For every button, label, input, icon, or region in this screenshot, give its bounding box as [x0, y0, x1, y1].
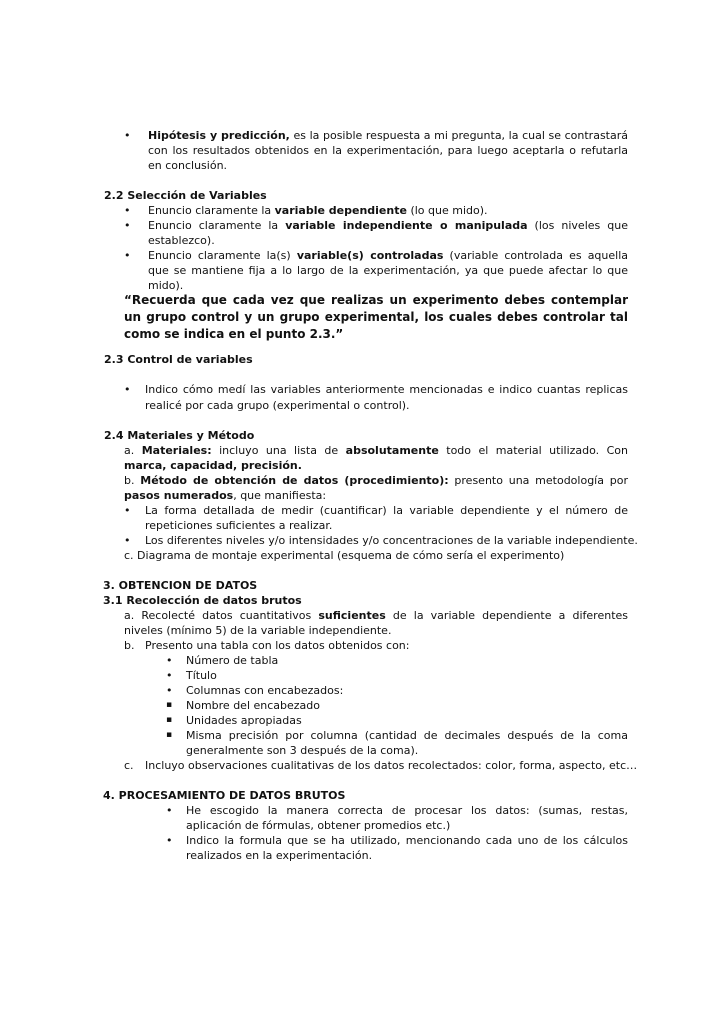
s3-item-b-label: b.: [124, 639, 135, 652]
bullet-icon: •: [124, 219, 131, 232]
s24-b-item-1: La forma detallada de medir (cuantificar) la variable dependiente y el número de repeticiones suficientes a realizar.: [145, 504, 628, 532]
s3-sublist-item: Nombre del encabezado: [186, 699, 321, 712]
s3-a-pre: a. Recolecté datos cuantitativos: [124, 609, 319, 622]
s24-a-bold: Materiales:: [141, 444, 212, 457]
s22-item-2: [148, 218, 628, 248]
s24-item-c: c. Diagrama de montaje experimental (esquema de cómo sería el experimento): [124, 549, 565, 562]
s24-b-bold: Método de obtención de datos (procedimiento):: [140, 474, 449, 487]
section-heading-3-1: 3.1 Recolección de datos brutos: [103, 594, 302, 607]
s4-item-1: He escogido la manera correcta de procesar los datos: (sumas, restas, aplicación de fórmulas, obtener promedios etc.): [186, 804, 628, 832]
bullet-icon: •: [124, 504, 131, 517]
s24-a-bold-2: absolutamente: [345, 444, 439, 457]
bullet-icon: •: [166, 684, 173, 697]
s3-item-c-text: Incluyo observaciones cualitativas de los datos recolectados: color, forma, aspecto, etc…: [145, 759, 638, 772]
s22-item-3: [148, 248, 628, 293]
square-bullet-icon: ▪: [166, 700, 173, 710]
s24-item-a: [124, 443, 628, 473]
s3-sublist-item: Misma precisión por columna (cantidad de decimales después de la coma generalmente son 3 después de la coma).: [186, 729, 628, 757]
section-heading-2-3: 2.3 Control de variables: [104, 353, 253, 366]
s3-item-c-label: c.: [124, 759, 134, 772]
s22-i1-pre: Enuncio claramente la: [148, 204, 275, 217]
s22-i2-pre: Enuncio claramente la: [148, 219, 286, 232]
s22-i3-post: (variable controlada es aquella que se mantiene fija a lo largo de la experimentación, ya que puede afectar lo que mido).: [148, 249, 629, 292]
square-bullet-icon: ▪: [166, 730, 173, 740]
bullet-icon: •: [124, 383, 131, 396]
s22-i2-post: (los niveles que establezco).: [148, 219, 628, 247]
hypothesis-text: es la posible respuesta a mi pregunta, la cual se contrastará con los resultados obtenidos en la experimentación, para luego aceptarla o refutarla en conclusión.: [148, 129, 628, 172]
section-heading-2-4: 2.4 Materiales y Método: [104, 429, 255, 442]
bullet-icon: •: [124, 204, 131, 217]
s22-i2-bold: variable independiente o manipulada: [285, 219, 528, 232]
hypothesis-item: [148, 128, 628, 173]
s3-list-item: Número de tabla: [186, 654, 279, 667]
s3-a-post: de la variable dependiente a diferentes niveles (mínimo 5) de la variable independiente.: [124, 609, 628, 637]
bullet-icon: •: [166, 654, 173, 667]
bullet-icon: •: [124, 534, 131, 547]
s24-b-mid: presento una metodología por: [448, 474, 628, 487]
bullet-icon: •: [124, 129, 131, 142]
s3-a-bold: suficientes: [318, 609, 386, 622]
s22-i3-bold: variable(s) controladas: [296, 249, 444, 262]
s24-a-mid: incluyo una lista de: [211, 444, 346, 457]
hypothesis-term: Hipótesis y predicción,: [148, 129, 290, 142]
bullet-icon: •: [166, 669, 173, 682]
bullet-icon: •: [166, 804, 173, 817]
s24-a-bold-3: marca, capacidad, precisión.: [124, 459, 302, 472]
s22-i3-pre: Enuncio claramente la(s): [148, 249, 297, 262]
s22-item-1: [148, 203, 628, 218]
s24-a-pre: a.: [124, 444, 142, 457]
section-heading-4: 4. PROCESAMIENTO DE DATOS BRUTOS: [103, 789, 346, 802]
section-heading-3: 3. OBTENCION DE DATOS: [103, 579, 258, 592]
s24-b-item-2: Los diferentes niveles y/o intensidades y/o concentraciones de la variable independiente.: [145, 534, 638, 547]
s24-a-mid-2: todo el material utilizado. Con: [438, 444, 629, 457]
s24-b-pre: b.: [124, 474, 141, 487]
square-bullet-icon: ▪: [166, 715, 173, 725]
section-heading-2-2: 2.2 Selección de Variables: [104, 189, 267, 202]
s24-b-bold-2: pasos numerados: [124, 489, 234, 502]
s22-i1-bold: variable dependiente: [274, 204, 407, 217]
s3-list-item: Columnas con encabezados:: [186, 684, 344, 697]
s24-b-post: , que manifiesta:: [233, 489, 327, 502]
s23-item: Indico cómo medí las variables anteriormente mencionadas e indico cuantas replicas realicé por cada grupo (experimental o control).: [145, 383, 628, 412]
s24-item-b: [124, 473, 628, 503]
s3-sublist-item: Unidades apropiadas: [186, 714, 302, 727]
s22-i1-post: (lo que mido).: [406, 204, 488, 217]
bullet-icon: •: [166, 834, 173, 847]
s3-list-item: Título: [186, 669, 217, 682]
s22-quote: “Recuerda que cada vez que realizas un experimento debes contemplar un grupo control y un grupo experimental, los cuales debes controlar tal como se indica en el punto 2.3.”: [124, 293, 628, 341]
s3-item-a: [124, 608, 628, 638]
s4-item-2: Indico la formula que se ha utilizado, mencionando cada uno de los cálculos realizados en la experimentación.: [186, 834, 628, 862]
bullet-icon: •: [124, 249, 131, 262]
s3-item-b-text: Presento una tabla con los datos obtenidos con:: [145, 639, 410, 652]
